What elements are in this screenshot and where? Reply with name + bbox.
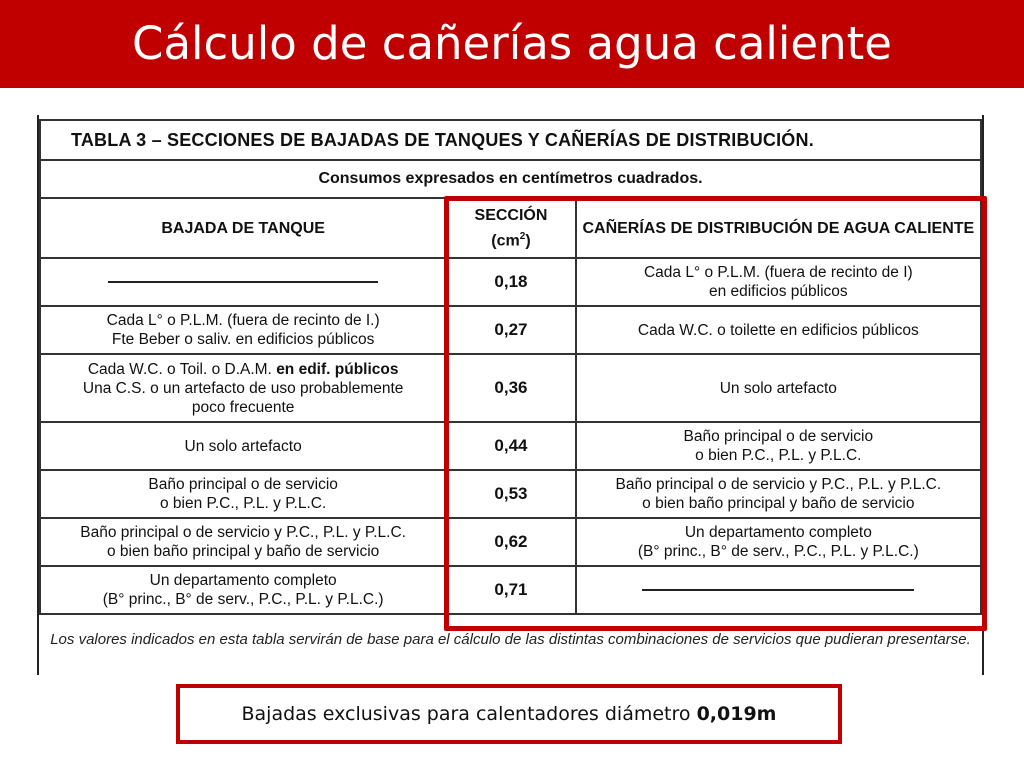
title-bar: [0, 0, 1024, 88]
distribucion-cell: Cada W.C. o toilette en edificios públicos: [576, 306, 981, 354]
distribucion-cell: Baño principal o de servicio o bien P.C., P.L. y P.L.C.: [576, 422, 981, 470]
seccion-value: 0,53: [446, 470, 575, 518]
seccion-value: 0,27: [446, 306, 575, 354]
bajada-cell: Cada W.C. o Toil. o D.A.M. en edif. públicos Una C.S. o un artefacto de uso probablemente poco frecuente: [40, 354, 446, 422]
seccion-value: 0,62: [446, 518, 575, 566]
note-text: Bajadas exclusivas para calentadores diámetro 0,019m: [241, 703, 777, 725]
bajada-cell: Un departamento completo (B° princ., B° de serv., P.C., P.L. y P.L.C.): [40, 566, 446, 614]
seccion-value: 0,18: [446, 258, 575, 306]
header-seccion: SECCIÓN $(cm^2)$: [446, 198, 575, 258]
bajada-cell: Un solo artefacto: [40, 422, 446, 470]
bajada-cell: Baño principal o de servicio y P.C., P.L. y P.L.C. o bien baño principal y baño de servicio: [40, 518, 446, 566]
header-bajada: BAJADA DE TANQUE: [40, 198, 446, 258]
seccion-value: 0,71: [446, 566, 575, 614]
distribucion-cell: Cada L° o P.L.M. (fuera de recinto de I) en edificios públicos: [576, 258, 981, 306]
highlight-frame: [444, 196, 987, 631]
slide-title: Cálculo de cañerías agua caliente: [132, 17, 892, 70]
distribucion-cell: Un solo artefacto: [576, 354, 981, 422]
bajada-cell: Baño principal o de servicio o bien P.C., P.L. y P.L.C.: [40, 470, 446, 518]
distribucion-cell: Baño principal o de servicio y P.C., P.L. y P.L.C. o bien baño principal y baño de servicio: [576, 470, 981, 518]
note-box: [176, 684, 842, 744]
table-title: TABLA 3 – SECCIONES DE BAJADAS DE TANQUES Y CAÑERÍAS DE DISTRIBUCIÓN.: [40, 120, 981, 160]
seccion-value: 0,36: [446, 354, 575, 422]
table-subtitle: Consumos expresados en centímetros cuadrados.: [40, 160, 981, 198]
header-distribucion: CAÑERÍAS DE DISTRIBUCIÓN DE AGUA CALIENTE: [576, 198, 981, 258]
empty-line: [108, 281, 378, 283]
seccion-value: 0,44: [446, 422, 575, 470]
note-value: 0,019m: [696, 703, 777, 725]
bajada-cell: Cada L° o P.L.M. (fuera de recinto de I.) Fte Beber o saliv. en edificios públicos: [40, 306, 446, 354]
distribucion-cell: Un departamento completo (B° princ., B° de serv., P.C., P.L. y P.L.C.): [576, 518, 981, 566]
table-footnote: Los valores indicados en esta tabla servirán de base para el cálculo de las distintas combinaciones de servicios que pudieran presentarse.: [50, 631, 971, 648]
bajada-cell-empty: [40, 258, 446, 306]
